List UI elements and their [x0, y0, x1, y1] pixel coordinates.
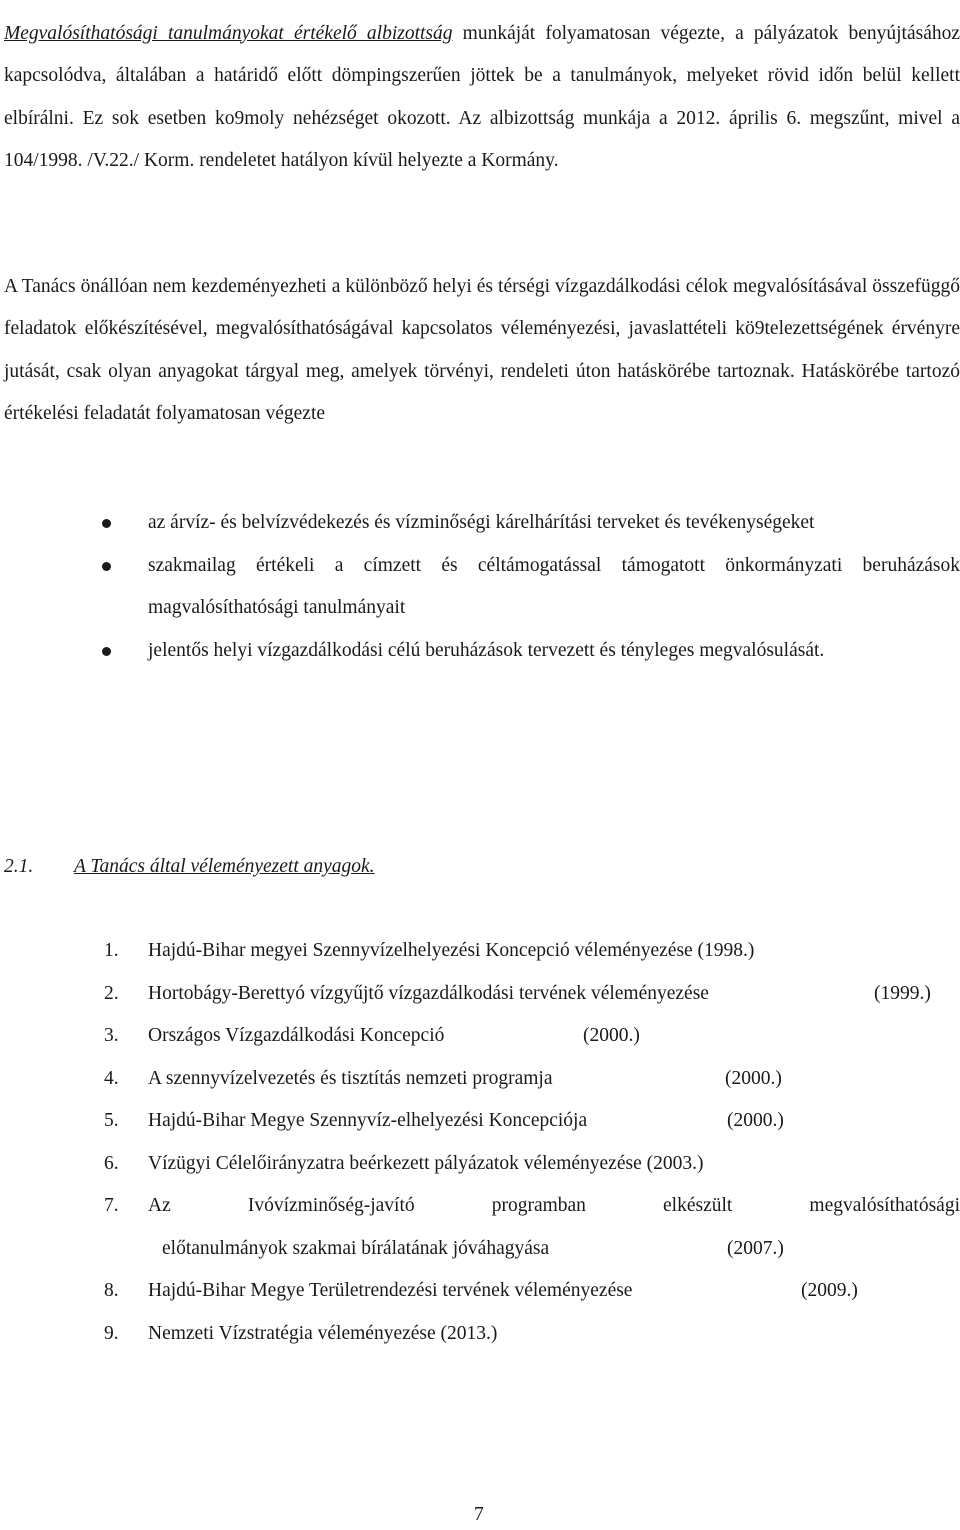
list-item-year: (2000.): [727, 1110, 784, 1131]
list-item: [0, 1185, 960, 1270]
section-number: 2.1.: [4, 856, 34, 877]
paragraph-italic-lead: Megvalósíthatósági tanulmányokat értékelő albizottság: [4, 22, 453, 44]
bullet-dot-icon: [102, 519, 111, 528]
list-item-text-continued: előtanulmányok szakmai bírálatának jóváhagyása: [162, 1237, 550, 1259]
bullet-item: [0, 545, 960, 630]
list-item-number: 1.: [104, 940, 119, 961]
list-item-year: (2009.): [801, 1280, 858, 1301]
bullet-item: [0, 630, 960, 673]
list-item-number: 6.: [104, 1152, 119, 1174]
list-item: [0, 1058, 960, 1101]
list-item: [0, 1313, 960, 1356]
list-item: [0, 1270, 960, 1313]
list-item: [0, 973, 960, 1016]
paragraph-albizottsag: [4, 13, 960, 183]
bullet-dot-icon: [102, 647, 111, 656]
list-item-year: (1999.): [874, 982, 931, 1004]
list-item-text: A szennyvízelvezetés és tisztítás nemzeti programja: [148, 1067, 553, 1089]
paragraph-tanacs: A Tanács önállóan nem kezdeményezheti a különböző helyi és térségi vízgazdálkodási célok megvalósításával összefüggő feladatok előkészítésével, megvalósíthatóságával kapcsolatos véleményezési, javaslattételi kö9telezettségének érvényre jutását, csak olyan anyagokat tárgyal meg, amelyek törvényi, rendeleti úton hatáskörébe tartoznak. Hatáskörébe tartozó értékelési feladatát folyamatosan végezte: [4, 275, 960, 424]
bullet-text: jelentős helyi vízgazdálkodási célú beruházások tervezett és tényleges megvalósulását.: [148, 639, 825, 661]
list-item-text: Vízügyi Célelőirányzatra beérkezett pályázatok véleményezése (2003.): [148, 1152, 704, 1174]
list-item-text: Hajdú-Bihar Megye Szennyvíz-elhelyezési Koncepciója: [148, 1110, 588, 1131]
section-heading: [4, 846, 375, 889]
list-item-year: (2000.): [725, 1067, 782, 1089]
list-item-number: 8.: [104, 1280, 119, 1301]
list-item: [0, 1015, 960, 1058]
list-item-text: Hortobágy-Berettyó vízgyűjtő vízgazdálkodási tervének véleményezése: [148, 982, 709, 1004]
list-item: [0, 1100, 960, 1143]
list-item-text: Az Ivóvízminőség-javító programban elkészült megvalósíthatósági: [148, 1195, 960, 1216]
list-item-number: 2.: [104, 982, 119, 1004]
bullet-item: [0, 502, 960, 545]
list-item: [0, 930, 960, 973]
list-item-number: 7.: [104, 1195, 119, 1216]
page-number: 7: [474, 1504, 484, 1525]
list-item-number: 4.: [104, 1067, 119, 1089]
list-item-text: Nemzeti Vízstratégia véleményezése (2013.): [148, 1322, 498, 1344]
list-item-year: (2007.): [727, 1237, 784, 1259]
bullet-text: szakmailag értékeli a címzett és céltámogatással támogatott önkormányzati beruházások magvalósíthatósági tanulmányait: [148, 554, 960, 618]
list-item: [0, 1143, 960, 1186]
bullet-text: az árvíz- és belvízvédekezés és vízminőségi kárelhárítási terveket és tevékenységeket: [148, 512, 815, 533]
list-item-year: (2000.): [583, 1025, 640, 1046]
section-title: A Tanács által véleményezett anyagok.: [74, 856, 375, 877]
list-item-text: Hajdú-Bihar Megye Területrendezési tervének véleményezése: [148, 1280, 633, 1301]
list-item-number: 9.: [104, 1322, 119, 1344]
numbered-list: [0, 930, 960, 1355]
list-item-number: 3.: [104, 1025, 119, 1046]
list-item-text: Hajdú-Bihar megyei Szennyvízelhelyezési Koncepció véleményezése (1998.): [148, 940, 755, 961]
paragraph-text: munkáját folyamatosan végezte, a pályázatok benyújtásához kapcsolódva, általában a határidő előtt dömpingszerűen jöttek be a tanulmányok, melyeket rövid időn belül kellett elbírálni. Ez sok esetben ko9moly nehézséget okozott. Az albizottság munkája a 2012. április 6. megszűnt, mivel a 104/1998. /V.22./ Korm. rendeletet hatályon kívül helyezte a Kormány.: [4, 22, 960, 171]
bullet-dot-icon: [102, 562, 111, 571]
list-item-text: Országos Vízgazdálkodási Koncepció: [148, 1025, 445, 1046]
bullet-list: [0, 502, 960, 672]
list-item-number: 5.: [104, 1110, 119, 1131]
